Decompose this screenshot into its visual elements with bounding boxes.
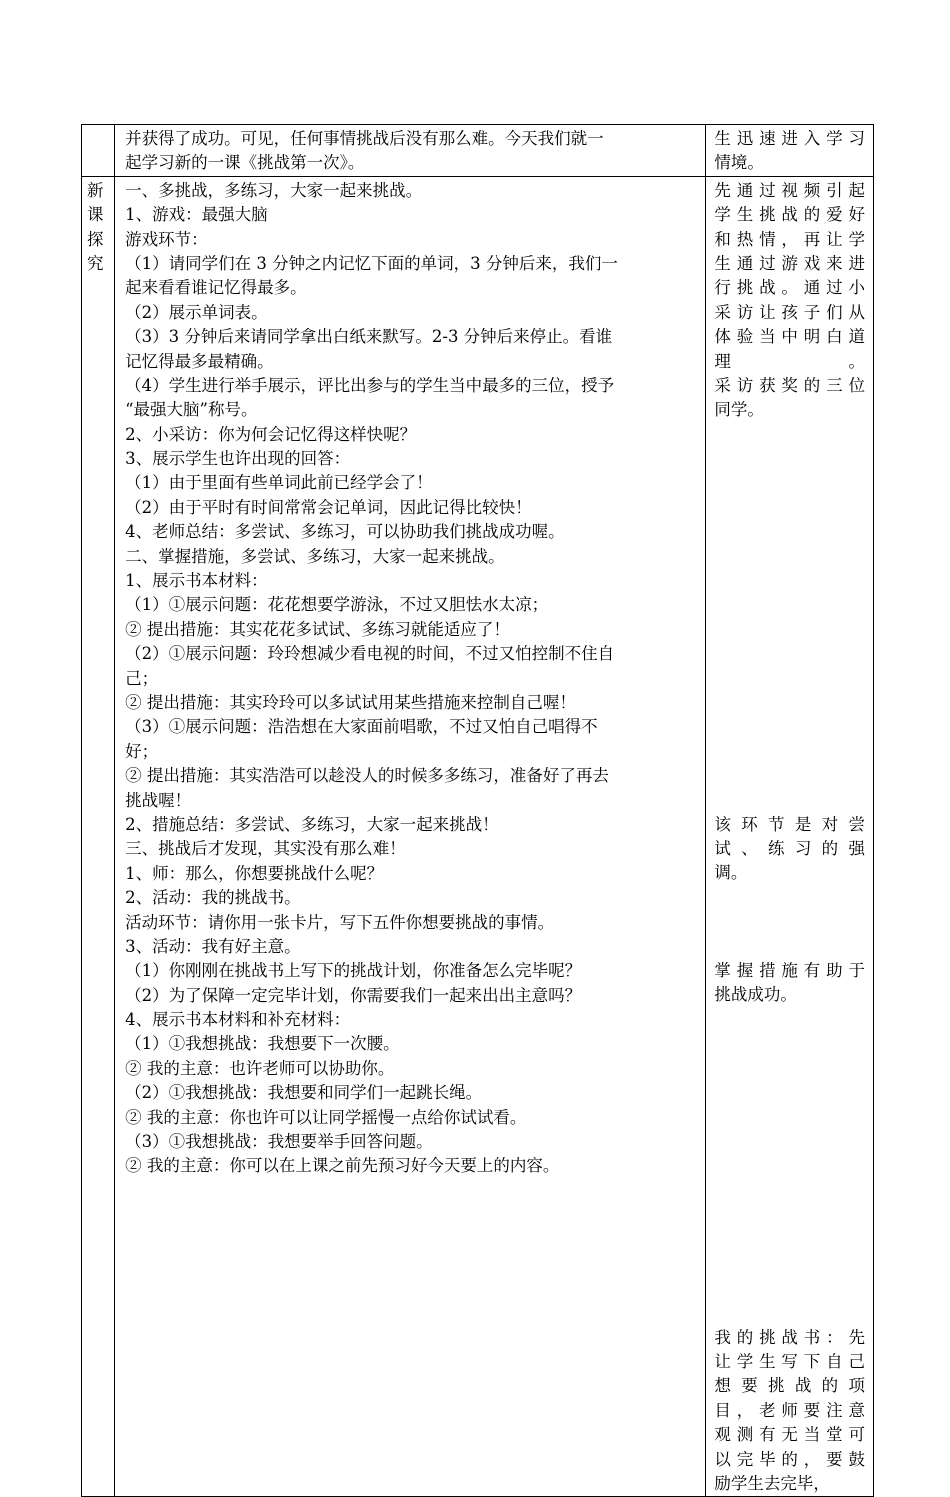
text-line: 2、措施总结：多尝试、多练习，大家一起来挑战！ bbox=[125, 814, 499, 834]
note-line: 生通过游戏来进 bbox=[714, 253, 865, 273]
text-line: 二、掌握措施，多尝试、多练习，大家一起来挑战。 bbox=[125, 546, 505, 566]
text-line: （1）请同学们在 3 分钟之内记忆下面的单词，3 分钟后来，我们一 bbox=[125, 253, 618, 273]
note-line: 掌握措施有助于 bbox=[714, 960, 865, 980]
note-line: 想要挑战的项 bbox=[714, 1376, 865, 1396]
text-line: 1、展示书本材料： bbox=[125, 571, 268, 591]
text-line: （2）为了保障一定完毕计划，你需要我们一起来出出主意吗？ bbox=[125, 985, 582, 1005]
spacer bbox=[714, 423, 865, 813]
note-line: 生迅速进入学习 bbox=[714, 129, 865, 148]
text-line: 游戏环节： bbox=[125, 229, 208, 249]
note-line: 以完毕的，要鼓 bbox=[714, 1449, 865, 1469]
note-line: 让学生写下自己 bbox=[714, 1352, 865, 1372]
text-line: ② 提出措施：其实浩浩可以趁没人的时候多多练习，准备好了再去 bbox=[125, 766, 609, 786]
text-line: “最强大脑”称号。 bbox=[125, 400, 258, 420]
text-line: 起来看看谁记忆得最多。 bbox=[125, 278, 307, 298]
text-line: 一、多挑战，多练习，大家一起来挑战。 bbox=[125, 180, 423, 200]
text-line: （1）①展示问题：花花想要学游泳，不过又胆怯水太凉； bbox=[125, 595, 549, 615]
text-line: （2）展示单词表。 bbox=[125, 302, 268, 322]
text-line: （2）由于平时有时间常常会记单词，因此记得比较快！ bbox=[125, 497, 532, 517]
notes-cell bbox=[706, 176, 874, 1497]
note-line: 情境。 bbox=[714, 153, 764, 173]
text-line: 1、游戏：最强大脑 bbox=[125, 205, 268, 225]
section-label-char: 课 bbox=[87, 205, 104, 225]
main-content-cell bbox=[115, 176, 706, 1497]
text-line: （3）①展示问题：浩浩想在大家面前唱歌，不过又怕自己唱得不 bbox=[125, 717, 598, 737]
text-line: 活动环节：请你用一张卡片，写下五件你想要挑战的事情。 bbox=[125, 912, 555, 932]
note-cell-top bbox=[706, 125, 874, 177]
lesson-plan-table bbox=[81, 124, 874, 1497]
text-line: ② 我的主意：也许老师可以协助你。 bbox=[125, 1058, 395, 1078]
label-cell-empty bbox=[82, 125, 115, 177]
text-line: （3）3 分钟后来请同学拿出白纸来默写。2-3 分钟后来停止。看谁 bbox=[125, 327, 613, 347]
text-line: 三、挑战后才发现，其实没有那么难！ bbox=[125, 839, 406, 859]
spacer bbox=[714, 886, 865, 959]
note-line: 挑战成功。 bbox=[714, 985, 797, 1005]
top-main-text bbox=[115, 125, 705, 176]
text-line: 4、展示书本材料和补充材料： bbox=[125, 1010, 351, 1030]
note-line: 该环节是对尝 bbox=[714, 814, 865, 834]
text-line: 2、小采访：你为何会记忆得这样快呢？ bbox=[125, 424, 417, 444]
text-line: 2、活动：我的挑战书。 bbox=[125, 888, 301, 908]
text-line: 3、展示学生也许出现的回答： bbox=[125, 449, 351, 469]
note-line: 体验当中明白道 bbox=[714, 327, 865, 347]
section-label-char: 究 bbox=[87, 254, 104, 273]
note-line: 行挑战。通过小 bbox=[714, 278, 865, 298]
text-line: （1）你刚刚在挑战书上写下的挑战计划，你准备怎么完毕呢？ bbox=[125, 961, 582, 981]
text-line: ② 我的主意：你可以在上课之前先预习好今天要上的内容。 bbox=[125, 1156, 560, 1176]
notes-text bbox=[706, 177, 873, 1497]
text-line: 好； bbox=[125, 741, 159, 761]
spacer bbox=[714, 1008, 865, 1326]
note-block-3 bbox=[714, 959, 865, 1008]
note-line: 先通过视频引起 bbox=[714, 180, 865, 200]
section-label bbox=[82, 177, 114, 277]
note-block-2 bbox=[714, 813, 865, 886]
note-line: 观测有无当堂可 bbox=[714, 1425, 865, 1445]
table-row-top bbox=[82, 125, 874, 177]
text-line: 4、老师总结：多尝试、多练习，可以协助我们挑战成功喔。 bbox=[125, 522, 565, 542]
text-line: 己； bbox=[125, 668, 159, 688]
text-line: 记忆得最多最精确。 bbox=[125, 351, 274, 371]
text-line: 3、活动：我有好主意。 bbox=[125, 936, 301, 956]
note-line: 调。 bbox=[714, 863, 748, 883]
text-line: 并获得了成功。可见，任何事情挑战后没有那么难。今天我们就一 bbox=[125, 129, 604, 148]
text-line: （2）①展示问题：玲玲想减少看电视的时间，不过又怕控制不住自 bbox=[125, 644, 615, 664]
note-line: 试、练习的强 bbox=[714, 839, 865, 859]
note-line: 采访获奖的三位 bbox=[714, 375, 865, 395]
table-row-main bbox=[82, 176, 874, 1497]
note-line: 同学。 bbox=[714, 400, 764, 420]
text-line: （4）学生进行举手展示，评比出参与的学生当中最多的三位，授予 bbox=[125, 375, 615, 395]
text-line: 挑战喔！ bbox=[125, 790, 192, 810]
note-block-1 bbox=[714, 179, 865, 423]
section-label-char: 新 bbox=[87, 180, 104, 200]
section-label-char: 探 bbox=[87, 229, 104, 249]
text-line: （1）由于里面有些单词此前已经学会了！ bbox=[125, 473, 433, 493]
note-line: 和热情，再让学 bbox=[714, 229, 865, 249]
text-line: （1）①我想挑战：我想要下一次腰。 bbox=[125, 1034, 400, 1054]
note-line: 目，老师要注意 bbox=[714, 1400, 865, 1420]
note-line: 理。 bbox=[714, 351, 865, 371]
text-line: ② 我的主意：你也许可以让同学摇慢一点给你试试看。 bbox=[125, 1107, 527, 1127]
note-line: 学生挑战的爱好 bbox=[714, 205, 865, 225]
note-line: 采访让孩子们从 bbox=[714, 302, 865, 322]
note-block-4 bbox=[714, 1326, 865, 1497]
note-line: 励学生去完毕， bbox=[714, 1473, 830, 1493]
section-label-cell bbox=[82, 176, 115, 1497]
note-line: 我的挑战书：先 bbox=[714, 1327, 865, 1347]
text-line: 起学习新的一课《挑战第一次》。 bbox=[125, 153, 365, 173]
text-line: ② 提出措施：其实玲玲可以多试试用某些措施来控制自己喔！ bbox=[125, 692, 576, 712]
text-line: （2）①我想挑战：我想要和同学们一起跳长绳。 bbox=[125, 1083, 483, 1103]
text-line: 1、师：那么，你想要挑战什么呢？ bbox=[125, 863, 384, 883]
main-content-text bbox=[115, 177, 705, 1179]
top-note-text bbox=[706, 125, 873, 176]
main-cell-top bbox=[115, 125, 706, 177]
text-line: （3）①我想挑战：我想要举手回答问题。 bbox=[125, 1132, 433, 1152]
text-line: ② 提出措施：其实花花多试试、多练习就能适应了！ bbox=[125, 619, 510, 639]
